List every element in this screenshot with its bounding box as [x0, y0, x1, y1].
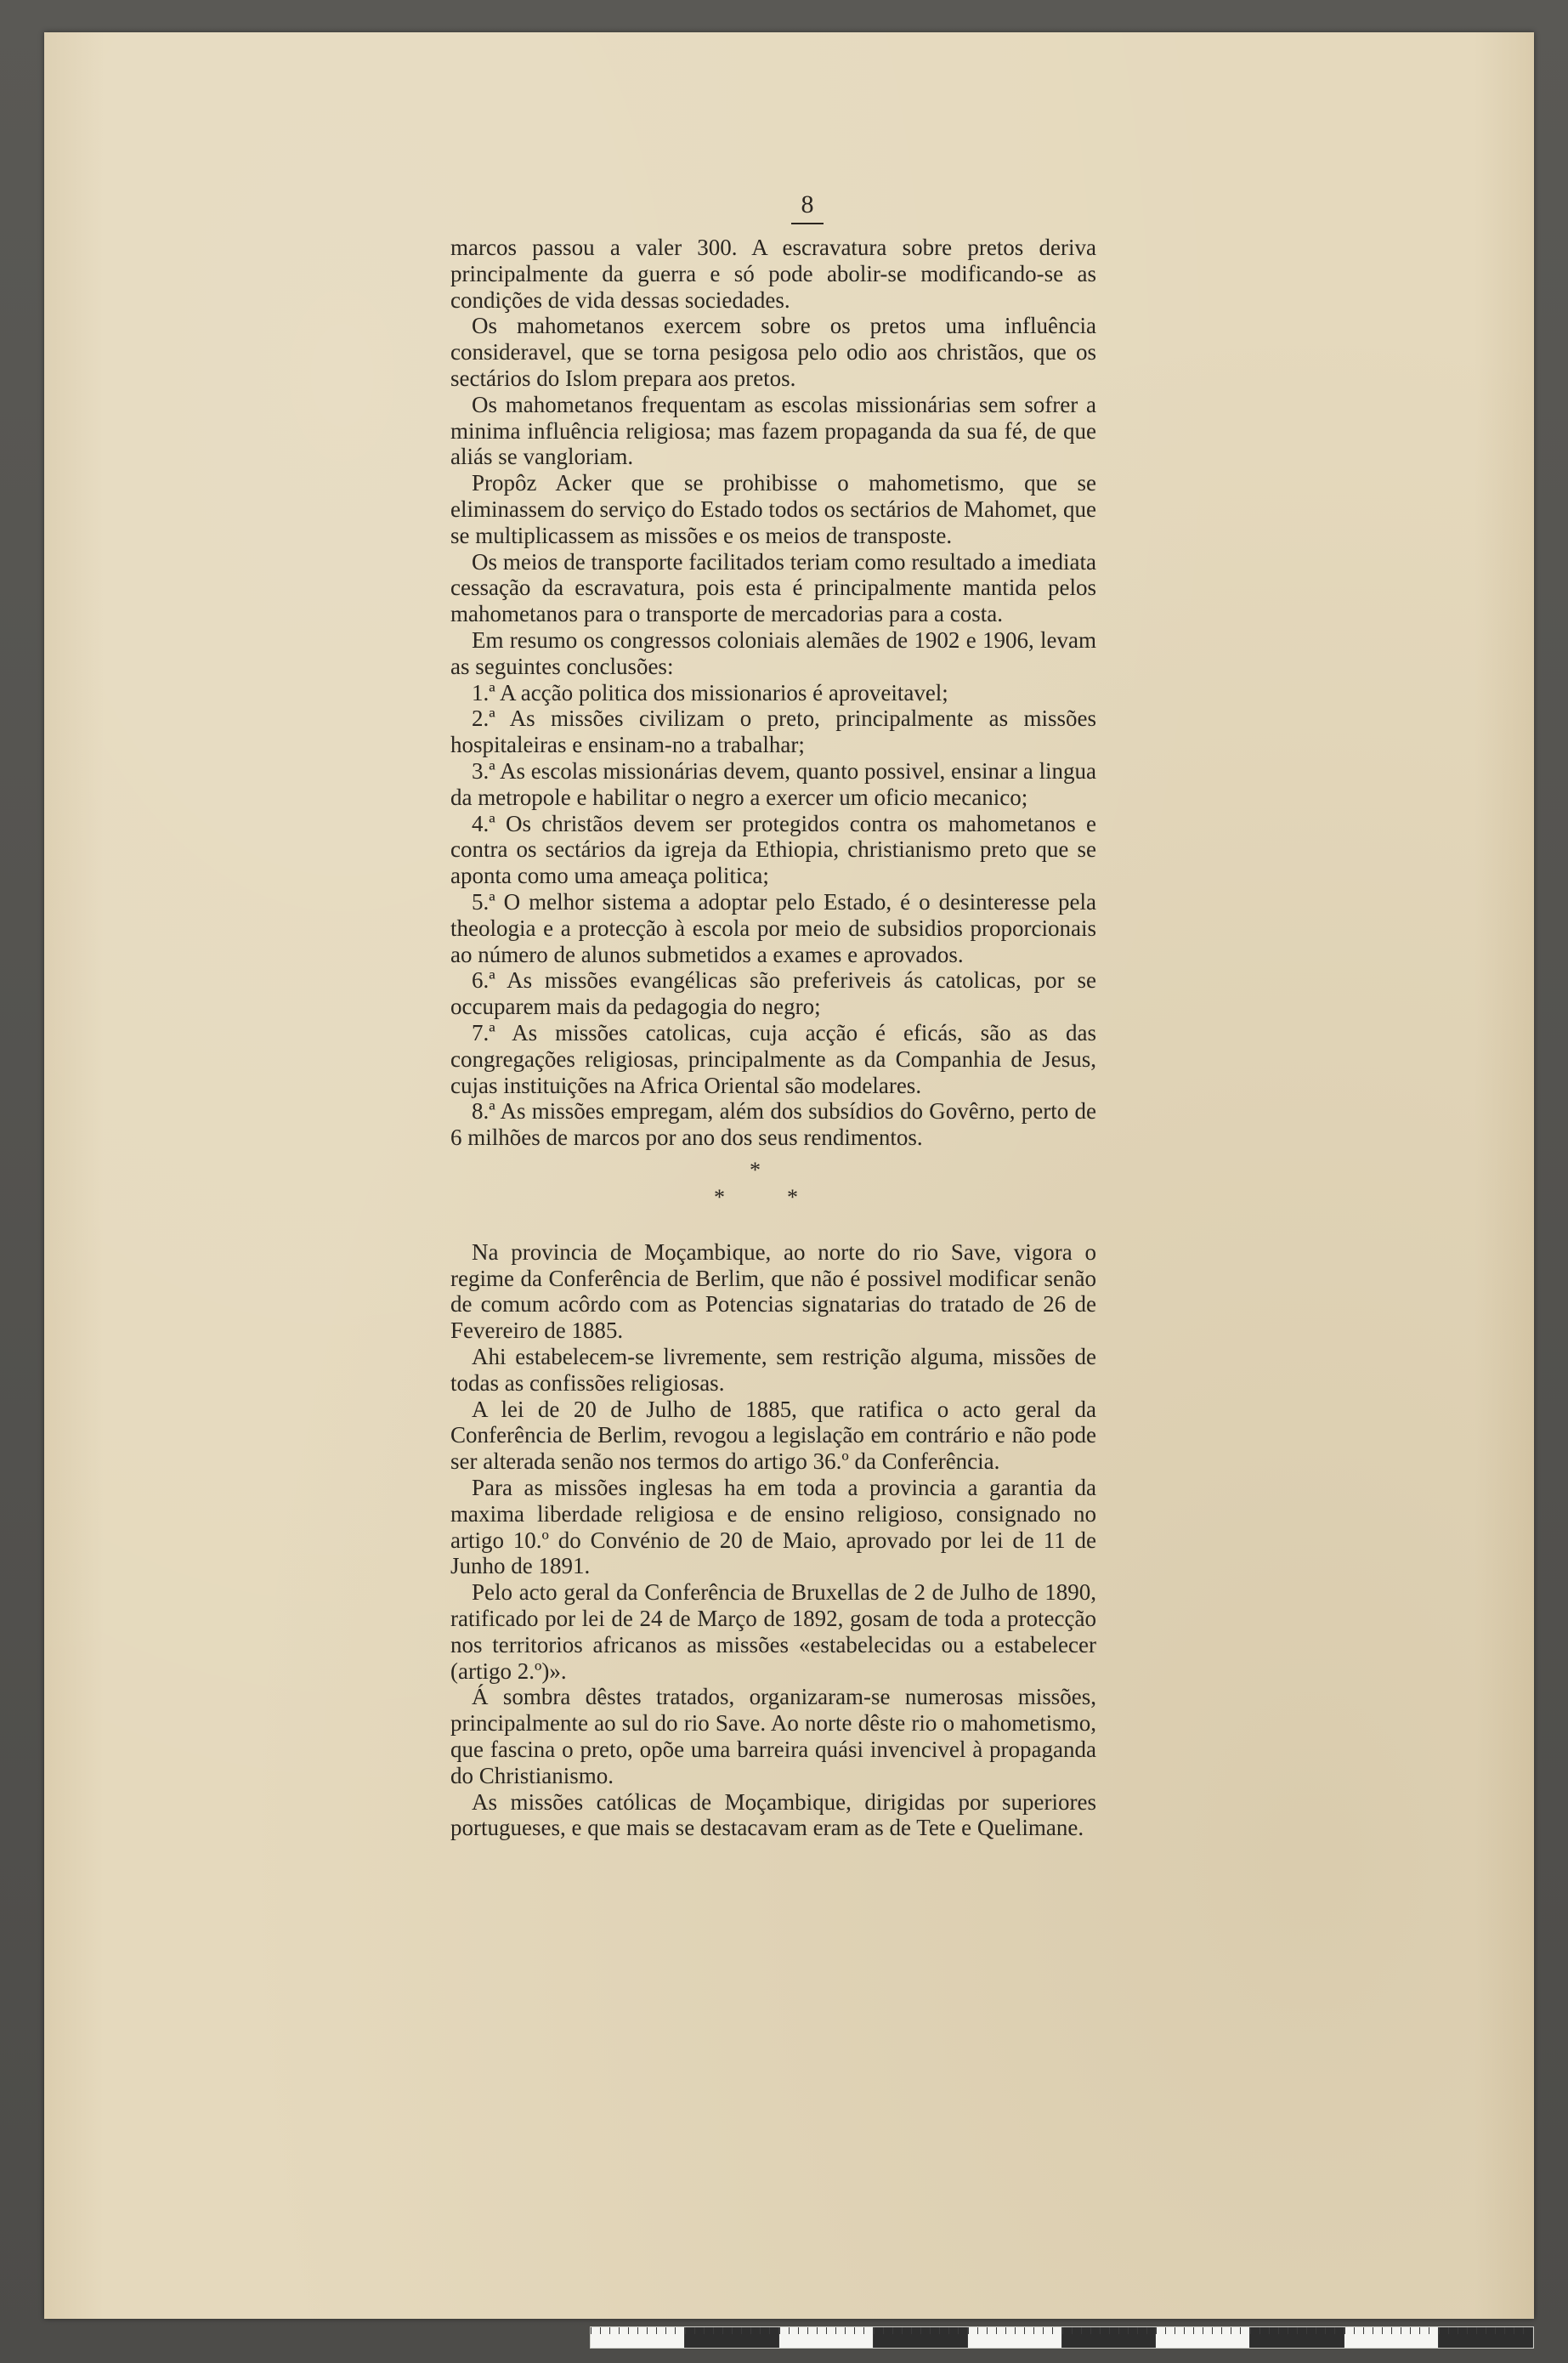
paragraph: As missões católicas de Moçambique, dirigidas por superiores portugueses, e que mais se destacavam eram as de Tete e Quelimane.: [450, 1788, 1096, 1841]
ruler-segment: [1250, 2327, 1344, 2348]
paragraph: Ahi estabelecem-se livremente, sem restrição alguma, missões de todas as confissões religiosas.: [450, 1344, 1096, 1396]
page-text-block: [450, 190, 1096, 1841]
paragraph: marcos passou a valer 300. A escravatura sobre pretos deriva principalmente da guerra e só pode abolir-se modificando-se as condições de vida dessas sociedades.: [450, 235, 1096, 313]
paragraph: Em resumo os congressos coloniais alemães de 1902 e 1906, levam as seguintes conclusões:: [450, 626, 1096, 679]
page-number: 8: [801, 190, 814, 218]
paragraph: 4.ª Os christãos devem ser protegidos contra os mahometanos e contra os sectários da igreja da Ethiopia, christianismo preto que se aponta como uma ameaça politica;: [450, 810, 1096, 889]
paragraph: 7.ª As missões catolicas, cuja acção é eficás, são as das congregações religiosas, principalmente as da Companhia de Jesus, cujas instituições na Africa Oriental são modelares.: [450, 1019, 1096, 1098]
paragraph: 8.ª As missões empregam, além dos subsídios do Govêrno, perto de 6 milhões de marcos por ano dos seus rendimentos.: [450, 1098, 1096, 1151]
ruler-segment: [685, 2327, 779, 2348]
paragraph: Propôz Acker que se prohibisse o mahometismo, que se eliminassem do serviço do Estado todos os sectários de Mahomet, que se multiplicassem as missões e os meios de transposte.: [450, 470, 1096, 548]
paragraph: Na provincia de Moçambique, ao norte do rio Save, vigora o regime da Conferência de Berlim, que não é possivel modificar senão de comum acôrdo com as Potencias signatarias do tratado de 26 de Fevereiro de 1885.: [450, 1238, 1096, 1344]
ruler-segment: [968, 2327, 1062, 2348]
ruler-segment: [1062, 2327, 1157, 2348]
paragraph: 2.ª As missões civilizam o preto, principalmente as missões hospitaleiras e ensinam-no a trabalhar;: [450, 706, 1096, 758]
ruler-segment: [874, 2327, 968, 2348]
asterism-star-left: *: [714, 1184, 725, 1210]
paragraph: 6.ª As missões evangélicas são preferiveis ás catolicas, por se occuparem mais da pedagogia do negro;: [450, 967, 1096, 1020]
paragraph: Pelo acto geral da Conferência de Bruxellas de 2 de Julho de 1890, ratificado por lei de 24 de Março de 1892, gosam de toda a protecção nos territorios africanos as missões «estabelecidas ou a estabelecer (artigo 2.º)».: [450, 1579, 1096, 1684]
ruler-segment: [779, 2327, 874, 2348]
ruler-segment: [1344, 2327, 1439, 2348]
asterism-separator: [450, 1156, 1096, 1224]
page-number-rule: [791, 223, 824, 224]
paragraph: Os mahometanos frequentam as escolas missionárias sem sofrer a minima influência religiosa; mas fazem propaganda da sua fé, de que aliás se vangloriam.: [450, 391, 1096, 470]
paragraph: A lei de 20 de Julho de 1885, que ratifica o acto geral da Conferência de Berlim, revogou a legislação em contrário e não pode ser alterada senão nos termos do artigo 36.º da Conferência.: [450, 1396, 1096, 1475]
asterism-star-top: *: [750, 1157, 761, 1182]
scale-ruler: [590, 2326, 1534, 2349]
paragraph: 3.ª As escolas missionárias devem, quanto possivel, ensinar a lingua da metropole e habilitar o negro a exercer um oficio mecanico;: [450, 757, 1096, 810]
text-section-1: [450, 235, 1096, 1151]
paragraph: Os meios de transporte facilitados teriam como resultado a imediata cessação da escravatura, pois esta é principalmente mantida pelos mahometanos para o transporte de mercadorias para a costa.: [450, 548, 1096, 627]
ruler-segment: [1439, 2327, 1533, 2348]
ruler-segment: [1156, 2327, 1250, 2348]
paragraph: Os mahometanos exercem sobre os pretos uma influência consideravel, que se torna pesigosa pelo odio aos christãos, que os sectários do Islom prepara aos pretos.: [450, 313, 1096, 391]
paragraph: 1.ª A acção politica dos missionarios é aproveitavel;: [472, 679, 948, 706]
ruler-segment: [591, 2327, 685, 2348]
text-section-2: [450, 1239, 1096, 1841]
paragraph: 5.ª O melhor sistema a adoptar pelo Estado, é o desinteresse pela theologia e a protecção à escola por meio de subsidios proporcionais ao número de alunos submetidos a exames e aprovados.: [450, 888, 1096, 967]
paragraph: Á sombra dêstes tratados, organizaram-se numerosas missões, principalmente ao sul do rio Save. Ao norte dêste rio o mahometismo, que fascina o preto, opõe uma barreira quási invencivel à propaganda do Christianismo.: [450, 1684, 1096, 1788]
asterism-star-right: *: [787, 1184, 798, 1210]
paragraph: Para as missões inglesas ha em toda a provincia a garantia da maxima liberdade religiosa e de ensino religioso, consignado no artigo 10.º do Convénio de 20 de Maio, aprovado por lei de 11 de Junho de 1891.: [450, 1475, 1096, 1579]
